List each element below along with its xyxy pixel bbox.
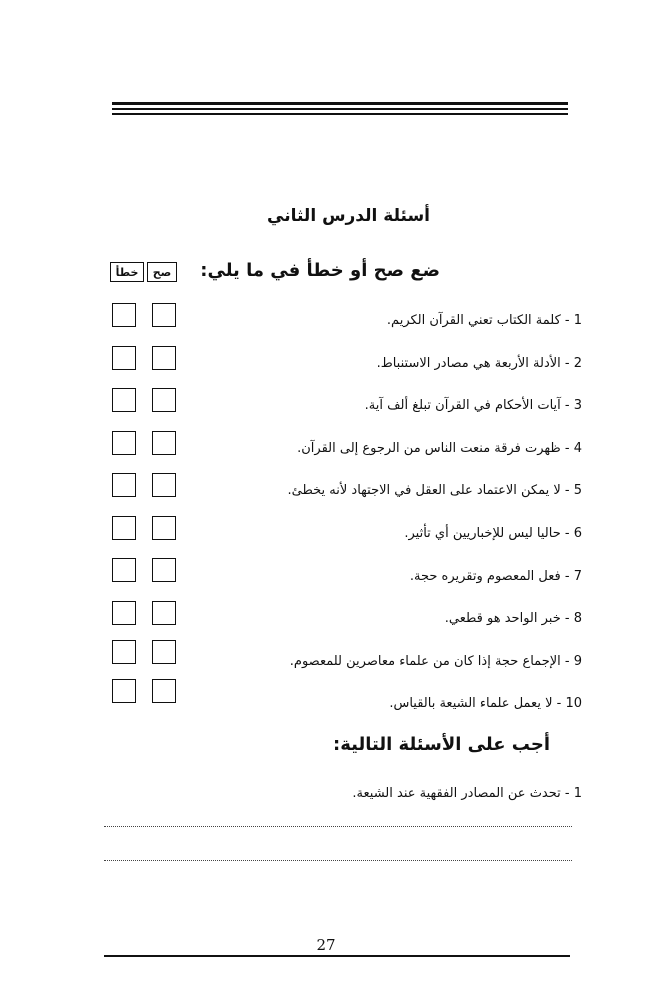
true-checkbox[interactable]: [152, 303, 176, 327]
question-text: 6 - حاليا ليس للإخباريين أي تأثير.: [404, 525, 582, 541]
header-true-box: صح: [147, 262, 177, 282]
answer-line[interactable]: [104, 826, 572, 827]
question-text: 1 - كلمة الكتاب تعني القرآن الكريم.: [386, 313, 582, 328]
false-checkbox[interactable]: [112, 601, 136, 625]
true-false-heading: ضع صح أو خطأ في ما يلي:: [200, 260, 440, 281]
true-checkbox[interactable]: [152, 640, 176, 664]
question-row: [180, 556, 582, 599]
true-false-list: [180, 300, 582, 726]
question-row: [180, 343, 582, 386]
answer-line[interactable]: [104, 860, 572, 861]
top-rule-middle: [112, 108, 568, 110]
question-text: 8 - خبر الواحد هو قطعي.: [444, 611, 582, 627]
bottom-rule: [104, 955, 570, 957]
question-row: [180, 428, 582, 471]
question-row: [180, 683, 582, 726]
lesson-title: أسئلة الدرس الثاني: [267, 206, 430, 226]
question-text: 9 - الإجماع حجة إذا كان من علماء معاصرين للمعصوم.: [289, 653, 582, 669]
question-text: 7 - فعل المعصوم وتقريره حجة.: [409, 568, 582, 584]
question-text: 4 - ظهرت فرقة منعت الناس من الرجوع إلى القرآن.: [297, 440, 582, 456]
question-row: [180, 641, 582, 684]
question-text: 3 - آيات الأحكام في القرآن تبلغ ألف آية.: [364, 398, 582, 414]
false-checkbox[interactable]: [112, 346, 136, 370]
header-false-box: خطأ: [110, 262, 144, 282]
page-number: 27: [316, 936, 336, 954]
true-checkbox[interactable]: [152, 558, 176, 582]
false-checkbox[interactable]: [112, 640, 136, 664]
question-row: [180, 598, 582, 641]
question-text: 10 - لا يعمل علماء الشيعة بالقياس.: [389, 696, 582, 712]
question-text: 2 - الأدلة الأربعة هي مصادر الاستنباط.: [376, 355, 582, 371]
question-row: [180, 513, 582, 556]
false-checkbox[interactable]: [112, 303, 136, 327]
question-text: 5 - لا يمكن الاعتماد على العقل في الاجتهاد لأنه يخطئ.: [287, 483, 582, 499]
false-checkbox[interactable]: [112, 679, 136, 703]
false-checkbox[interactable]: [112, 473, 136, 497]
false-checkbox[interactable]: [112, 558, 136, 582]
true-checkbox[interactable]: [152, 388, 176, 412]
true-checkbox[interactable]: [152, 431, 176, 455]
true-checkbox[interactable]: [152, 346, 176, 370]
true-checkbox[interactable]: [152, 679, 176, 703]
true-checkbox[interactable]: [152, 516, 176, 540]
false-checkbox[interactable]: [112, 431, 136, 455]
top-rule-thick: [112, 102, 568, 105]
answer-heading: أجب على الأسئلة التالية:: [333, 734, 550, 755]
false-checkbox[interactable]: [112, 516, 136, 540]
question-row: [180, 385, 582, 428]
true-checkbox[interactable]: [152, 601, 176, 625]
question-row: [180, 470, 582, 513]
false-checkbox[interactable]: [112, 388, 136, 412]
answer-question: 1 - تحدث عن المصادر الفقهية عند الشيعة.: [352, 786, 582, 801]
top-rule-thin: [112, 113, 568, 115]
true-checkbox[interactable]: [152, 473, 176, 497]
question-row: [180, 300, 582, 343]
